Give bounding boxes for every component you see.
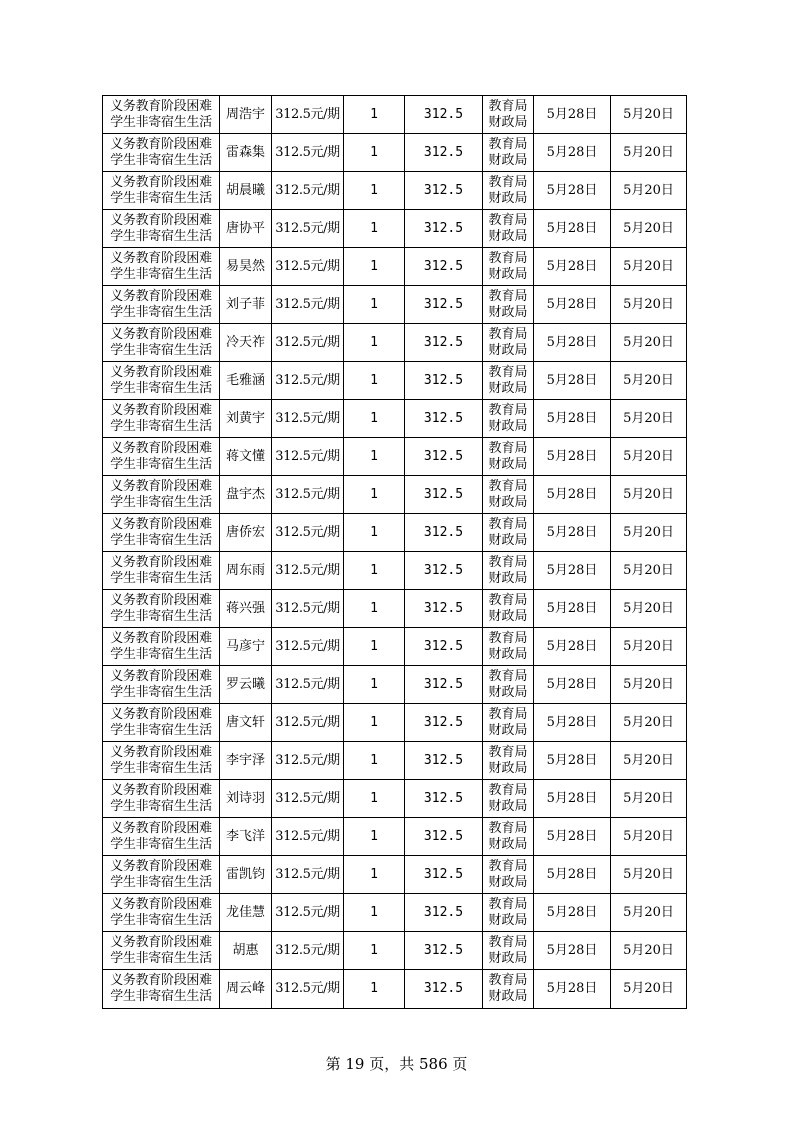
cell-date-2: 5月20日 bbox=[611, 96, 687, 134]
cell-department: 教育局 财政局 bbox=[483, 362, 534, 400]
cell-department: 教育局 财政局 bbox=[483, 970, 534, 1009]
table-row bbox=[103, 666, 687, 704]
cell-standard: 312.5元/期 bbox=[272, 856, 344, 894]
cell-standard: 312.5元/期 bbox=[272, 476, 344, 514]
cell-item: 义务教育阶段困难 学生非寄宿生生活 bbox=[103, 324, 220, 362]
table-row bbox=[103, 856, 687, 894]
table-row bbox=[103, 704, 687, 742]
cell-date-2: 5月20日 bbox=[611, 172, 687, 210]
table-row bbox=[103, 286, 687, 324]
cell-student-name: 雷森集 bbox=[220, 134, 272, 172]
cell-amount: 312.5 bbox=[405, 818, 483, 856]
cell-item: 义务教育阶段困难 学生非寄宿生生活 bbox=[103, 742, 220, 780]
cell-date-1: 5月28日 bbox=[534, 780, 611, 818]
cell-standard: 312.5元/期 bbox=[272, 362, 344, 400]
table-row bbox=[103, 628, 687, 666]
cell-department: 教育局 财政局 bbox=[483, 172, 534, 210]
cell-standard: 312.5元/期 bbox=[272, 514, 344, 552]
cell-department: 教育局 财政局 bbox=[483, 248, 534, 286]
cell-standard: 312.5元/期 bbox=[272, 932, 344, 970]
cell-item: 义务教育阶段困难 学生非寄宿生生活 bbox=[103, 970, 220, 1009]
cell-date-2: 5月20日 bbox=[611, 400, 687, 438]
table-row bbox=[103, 552, 687, 590]
cell-student-name: 蒋文懂 bbox=[220, 438, 272, 476]
cell-count: 1 bbox=[344, 742, 405, 780]
cell-amount: 312.5 bbox=[405, 552, 483, 590]
cell-date-2: 5月20日 bbox=[611, 856, 687, 894]
cell-count: 1 bbox=[344, 894, 405, 932]
cell-item: 义务教育阶段困难 学生非寄宿生生活 bbox=[103, 362, 220, 400]
cell-date-1: 5月28日 bbox=[534, 248, 611, 286]
cell-standard: 312.5元/期 bbox=[272, 894, 344, 932]
cell-count: 1 bbox=[344, 362, 405, 400]
cell-item: 义务教育阶段困难 学生非寄宿生生活 bbox=[103, 286, 220, 324]
table-row bbox=[103, 438, 687, 476]
cell-date-1: 5月28日 bbox=[534, 856, 611, 894]
cell-student-name: 刘诗羽 bbox=[220, 780, 272, 818]
table-row bbox=[103, 210, 687, 248]
cell-count: 1 bbox=[344, 400, 405, 438]
cell-date-2: 5月20日 bbox=[611, 438, 687, 476]
cell-date-2: 5月20日 bbox=[611, 248, 687, 286]
cell-student-name: 唐协平 bbox=[220, 210, 272, 248]
cell-amount: 312.5 bbox=[405, 932, 483, 970]
cell-department: 教育局 财政局 bbox=[483, 704, 534, 742]
cell-date-1: 5月28日 bbox=[534, 704, 611, 742]
cell-amount: 312.5 bbox=[405, 514, 483, 552]
cell-item: 义务教育阶段困难 学生非寄宿生生活 bbox=[103, 932, 220, 970]
cell-student-name: 蒋兴强 bbox=[220, 590, 272, 628]
cell-student-name: 盘宇杰 bbox=[220, 476, 272, 514]
cell-count: 1 bbox=[344, 856, 405, 894]
cell-standard: 312.5元/期 bbox=[272, 780, 344, 818]
cell-count: 1 bbox=[344, 324, 405, 362]
cell-date-2: 5月20日 bbox=[611, 894, 687, 932]
cell-count: 1 bbox=[344, 628, 405, 666]
cell-standard: 312.5元/期 bbox=[272, 286, 344, 324]
table-row bbox=[103, 818, 687, 856]
table-row bbox=[103, 932, 687, 970]
table-row bbox=[103, 324, 687, 362]
cell-amount: 312.5 bbox=[405, 780, 483, 818]
subsidy-table-container bbox=[102, 95, 686, 1006]
cell-count: 1 bbox=[344, 438, 405, 476]
cell-count: 1 bbox=[344, 932, 405, 970]
table-body bbox=[103, 96, 687, 1009]
cell-item: 义务教育阶段困难 学生非寄宿生生活 bbox=[103, 210, 220, 248]
cell-standard: 312.5元/期 bbox=[272, 172, 344, 210]
table-row bbox=[103, 894, 687, 932]
cell-standard: 312.5元/期 bbox=[272, 324, 344, 362]
cell-date-1: 5月28日 bbox=[534, 210, 611, 248]
cell-department: 教育局 财政局 bbox=[483, 324, 534, 362]
cell-date-2: 5月20日 bbox=[611, 476, 687, 514]
cell-student-name: 周东雨 bbox=[220, 552, 272, 590]
cell-department: 教育局 财政局 bbox=[483, 96, 534, 134]
cell-standard: 312.5元/期 bbox=[272, 134, 344, 172]
cell-date-1: 5月28日 bbox=[534, 742, 611, 780]
cell-item: 义务教育阶段困难 学生非寄宿生生活 bbox=[103, 856, 220, 894]
cell-student-name: 唐侨宏 bbox=[220, 514, 272, 552]
table-row bbox=[103, 134, 687, 172]
cell-standard: 312.5元/期 bbox=[272, 818, 344, 856]
cell-count: 1 bbox=[344, 704, 405, 742]
cell-item: 义务教育阶段困难 学生非寄宿生生活 bbox=[103, 704, 220, 742]
cell-date-2: 5月20日 bbox=[611, 590, 687, 628]
cell-amount: 312.5 bbox=[405, 856, 483, 894]
cell-count: 1 bbox=[344, 476, 405, 514]
cell-student-name: 李飞洋 bbox=[220, 818, 272, 856]
cell-department: 教育局 财政局 bbox=[483, 780, 534, 818]
cell-department: 教育局 财政局 bbox=[483, 400, 534, 438]
cell-date-2: 5月20日 bbox=[611, 932, 687, 970]
cell-date-1: 5月28日 bbox=[534, 666, 611, 704]
cell-date-1: 5月28日 bbox=[534, 438, 611, 476]
cell-count: 1 bbox=[344, 96, 405, 134]
cell-standard: 312.5元/期 bbox=[272, 628, 344, 666]
cell-amount: 312.5 bbox=[405, 172, 483, 210]
cell-student-name: 罗云曦 bbox=[220, 666, 272, 704]
cell-amount: 312.5 bbox=[405, 248, 483, 286]
cell-standard: 312.5元/期 bbox=[272, 552, 344, 590]
cell-department: 教育局 财政局 bbox=[483, 590, 534, 628]
cell-count: 1 bbox=[344, 970, 405, 1009]
cell-date-1: 5月28日 bbox=[534, 590, 611, 628]
cell-date-2: 5月20日 bbox=[611, 210, 687, 248]
cell-date-2: 5月20日 bbox=[611, 704, 687, 742]
cell-count: 1 bbox=[344, 210, 405, 248]
cell-date-1: 5月28日 bbox=[534, 134, 611, 172]
cell-standard: 312.5元/期 bbox=[272, 210, 344, 248]
table-row bbox=[103, 742, 687, 780]
cell-amount: 312.5 bbox=[405, 286, 483, 324]
cell-standard: 312.5元/期 bbox=[272, 438, 344, 476]
cell-department: 教育局 财政局 bbox=[483, 856, 534, 894]
table-row bbox=[103, 248, 687, 286]
cell-department: 教育局 财政局 bbox=[483, 742, 534, 780]
cell-item: 义务教育阶段困难 学生非寄宿生生活 bbox=[103, 894, 220, 932]
cell-department: 教育局 财政局 bbox=[483, 134, 534, 172]
cell-amount: 312.5 bbox=[405, 324, 483, 362]
cell-date-2: 5月20日 bbox=[611, 286, 687, 324]
table-row bbox=[103, 590, 687, 628]
cell-department: 教育局 财政局 bbox=[483, 476, 534, 514]
cell-date-2: 5月20日 bbox=[611, 970, 687, 1009]
page-footer: 第 19 页，共 586 页 bbox=[325, 1055, 468, 1073]
cell-date-2: 5月20日 bbox=[611, 742, 687, 780]
cell-date-2: 5月20日 bbox=[611, 552, 687, 590]
cell-date-2: 5月20日 bbox=[611, 134, 687, 172]
cell-amount: 312.5 bbox=[405, 628, 483, 666]
cell-date-1: 5月28日 bbox=[534, 818, 611, 856]
cell-amount: 312.5 bbox=[405, 476, 483, 514]
cell-item: 义务教育阶段困难 学生非寄宿生生活 bbox=[103, 248, 220, 286]
cell-item: 义务教育阶段困难 学生非寄宿生生活 bbox=[103, 666, 220, 704]
cell-student-name: 周云峰 bbox=[220, 970, 272, 1009]
cell-department: 教育局 财政局 bbox=[483, 818, 534, 856]
cell-student-name: 周浩宇 bbox=[220, 96, 272, 134]
cell-department: 教育局 财政局 bbox=[483, 894, 534, 932]
cell-date-2: 5月20日 bbox=[611, 514, 687, 552]
cell-standard: 312.5元/期 bbox=[272, 96, 344, 134]
cell-amount: 312.5 bbox=[405, 438, 483, 476]
table-row bbox=[103, 96, 687, 134]
cell-student-name: 毛雅涵 bbox=[220, 362, 272, 400]
cell-date-1: 5月28日 bbox=[534, 970, 611, 1009]
cell-count: 1 bbox=[344, 818, 405, 856]
cell-student-name: 刘子菲 bbox=[220, 286, 272, 324]
cell-amount: 312.5 bbox=[405, 362, 483, 400]
table-row bbox=[103, 172, 687, 210]
table-row bbox=[103, 400, 687, 438]
cell-date-2: 5月20日 bbox=[611, 780, 687, 818]
cell-department: 教育局 财政局 bbox=[483, 552, 534, 590]
cell-department: 教育局 财政局 bbox=[483, 666, 534, 704]
cell-date-1: 5月28日 bbox=[534, 894, 611, 932]
cell-student-name: 胡晨曦 bbox=[220, 172, 272, 210]
table-row bbox=[103, 476, 687, 514]
cell-date-2: 5月20日 bbox=[611, 324, 687, 362]
table-row bbox=[103, 362, 687, 400]
cell-student-name: 雷凯钧 bbox=[220, 856, 272, 894]
cell-count: 1 bbox=[344, 134, 405, 172]
cell-date-1: 5月28日 bbox=[534, 932, 611, 970]
cell-student-name: 胡惠 bbox=[220, 932, 272, 970]
cell-student-name: 唐文轩 bbox=[220, 704, 272, 742]
table-row bbox=[103, 514, 687, 552]
cell-amount: 312.5 bbox=[405, 400, 483, 438]
cell-item: 义务教育阶段困难 学生非寄宿生生活 bbox=[103, 552, 220, 590]
cell-item: 义务教育阶段困难 学生非寄宿生生活 bbox=[103, 476, 220, 514]
cell-date-1: 5月28日 bbox=[534, 286, 611, 324]
cell-standard: 312.5元/期 bbox=[272, 666, 344, 704]
cell-count: 1 bbox=[344, 514, 405, 552]
cell-count: 1 bbox=[344, 172, 405, 210]
table-row bbox=[103, 780, 687, 818]
cell-date-1: 5月28日 bbox=[534, 324, 611, 362]
cell-date-1: 5月28日 bbox=[534, 362, 611, 400]
cell-date-1: 5月28日 bbox=[534, 476, 611, 514]
cell-count: 1 bbox=[344, 780, 405, 818]
cell-standard: 312.5元/期 bbox=[272, 248, 344, 286]
cell-date-2: 5月20日 bbox=[611, 362, 687, 400]
cell-department: 教育局 财政局 bbox=[483, 932, 534, 970]
cell-date-1: 5月28日 bbox=[534, 514, 611, 552]
cell-count: 1 bbox=[344, 590, 405, 628]
cell-student-name: 龙佳慧 bbox=[220, 894, 272, 932]
cell-department: 教育局 财政局 bbox=[483, 210, 534, 248]
cell-count: 1 bbox=[344, 666, 405, 704]
cell-item: 义务教育阶段困难 学生非寄宿生生活 bbox=[103, 438, 220, 476]
cell-amount: 312.5 bbox=[405, 704, 483, 742]
cell-item: 义务教育阶段困难 学生非寄宿生生活 bbox=[103, 172, 220, 210]
cell-student-name: 刘黄宇 bbox=[220, 400, 272, 438]
cell-date-1: 5月28日 bbox=[534, 552, 611, 590]
cell-student-name: 冷天祚 bbox=[220, 324, 272, 362]
cell-item: 义务教育阶段困难 学生非寄宿生生活 bbox=[103, 96, 220, 134]
cell-student-name: 马彦宁 bbox=[220, 628, 272, 666]
cell-student-name: 李宇泽 bbox=[220, 742, 272, 780]
cell-amount: 312.5 bbox=[405, 96, 483, 134]
cell-date-1: 5月28日 bbox=[534, 628, 611, 666]
cell-date-2: 5月20日 bbox=[611, 628, 687, 666]
cell-department: 教育局 财政局 bbox=[483, 286, 534, 324]
cell-amount: 312.5 bbox=[405, 134, 483, 172]
cell-amount: 312.5 bbox=[405, 742, 483, 780]
cell-student-name: 易昊然 bbox=[220, 248, 272, 286]
cell-date-1: 5月28日 bbox=[534, 96, 611, 134]
cell-amount: 312.5 bbox=[405, 894, 483, 932]
table-row bbox=[103, 970, 687, 1009]
cell-count: 1 bbox=[344, 552, 405, 590]
cell-department: 教育局 财政局 bbox=[483, 628, 534, 666]
cell-standard: 312.5元/期 bbox=[272, 590, 344, 628]
cell-count: 1 bbox=[344, 286, 405, 324]
cell-count: 1 bbox=[344, 248, 405, 286]
cell-item: 义务教育阶段困难 学生非寄宿生生活 bbox=[103, 590, 220, 628]
cell-date-1: 5月28日 bbox=[534, 172, 611, 210]
cell-item: 义务教育阶段困难 学生非寄宿生生活 bbox=[103, 514, 220, 552]
cell-standard: 312.5元/期 bbox=[272, 742, 344, 780]
cell-amount: 312.5 bbox=[405, 210, 483, 248]
cell-amount: 312.5 bbox=[405, 666, 483, 704]
cell-item: 义务教育阶段困难 学生非寄宿生生活 bbox=[103, 818, 220, 856]
cell-item: 义务教育阶段困难 学生非寄宿生生活 bbox=[103, 400, 220, 438]
cell-date-2: 5月20日 bbox=[611, 666, 687, 704]
cell-standard: 312.5元/期 bbox=[272, 970, 344, 1009]
cell-date-1: 5月28日 bbox=[534, 400, 611, 438]
cell-department: 教育局 财政局 bbox=[483, 514, 534, 552]
cell-date-2: 5月20日 bbox=[611, 818, 687, 856]
cell-standard: 312.5元/期 bbox=[272, 704, 344, 742]
cell-item: 义务教育阶段困难 学生非寄宿生生活 bbox=[103, 134, 220, 172]
cell-department: 教育局 财政局 bbox=[483, 438, 534, 476]
cell-amount: 312.5 bbox=[405, 970, 483, 1009]
cell-item: 义务教育阶段困难 学生非寄宿生生活 bbox=[103, 780, 220, 818]
subsidy-table bbox=[102, 95, 687, 1009]
cell-standard: 312.5元/期 bbox=[272, 400, 344, 438]
cell-amount: 312.5 bbox=[405, 590, 483, 628]
cell-item: 义务教育阶段困难 学生非寄宿生生活 bbox=[103, 628, 220, 666]
